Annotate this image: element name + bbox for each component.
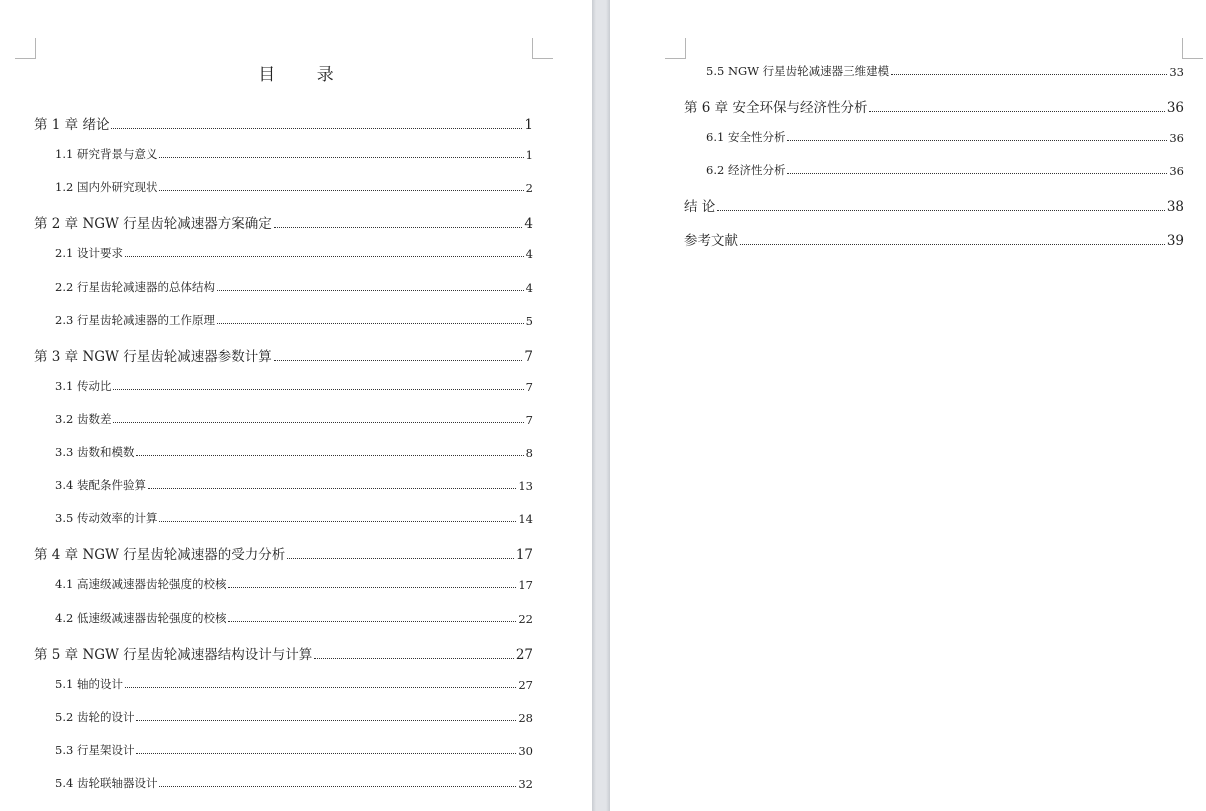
toc-entry[interactable] [34,643,533,663]
toc-entry-page-number: 38 [1166,199,1184,216]
toc-entry-label: 3.1 传动比 [55,378,112,393]
toc-leader-dots [136,753,516,754]
toc-entry[interactable] [55,444,533,460]
toc-entry[interactable] [55,477,533,493]
toc-leader-dots [136,720,516,721]
toc-entry-page-number: 4 [525,247,533,262]
toc-entry-page-number: 28 [518,710,533,725]
toc-entry-page-number: 22 [518,611,533,626]
toc-entry-label: 5.3 行星架设计 [55,742,135,757]
toc-entry-label: 2.2 行星齿轮减速器的总体结构 [55,279,215,294]
toc-entry-page-number: 1 [524,117,533,133]
toc-leader-dots [274,227,523,228]
toc-leader-dots [274,360,523,361]
toc-entry-page-number: 17 [518,578,533,593]
toc-entry-page-number: 8 [525,446,533,460]
toc-entry-label: 2.3 行星齿轮减速器的工作原理 [55,312,215,327]
toc-entry-label: 5.5 NGW 行星齿轮减速器三维建模 [706,64,890,78]
toc-entry-label: 1.2 国内外研究现状 [55,180,158,195]
toc-entry[interactable] [684,229,1184,249]
toc-entry[interactable] [55,742,533,758]
toc-entry[interactable] [55,510,533,526]
toc-entry-page-number: 4 [524,216,533,233]
toc-entry[interactable] [34,345,533,365]
toc-entry[interactable] [706,162,1184,178]
toc-entry-label: 5.1 轴的设计 [55,676,123,691]
toc-entry-page-number: 7 [525,379,533,394]
toc-leader-dots [125,687,516,688]
toc-entry[interactable] [55,676,533,692]
toc-leader-dots [136,455,523,456]
crop-mark-top-left [15,38,36,59]
toc-entry[interactable] [706,129,1184,145]
toc-leader-dots [159,521,516,522]
toc-entry-label: 第 4 章 NGW 行星齿轮减速器的受力分析 [34,547,286,564]
toc-entry-label: 结 论 [684,199,716,216]
toc-entry-page-number: 14 [518,512,533,527]
toc-entry-label: 第 3 章 NGW 行星齿轮减速器参数计算 [34,348,272,365]
toc-entry-label: 5.2 齿轮的设计 [55,709,135,724]
toc-leader-dots [113,389,523,390]
document-page-left [0,0,592,811]
toc-entry[interactable] [55,610,533,626]
toc-entry-label: 6.2 经济性分析 [706,163,786,178]
toc-entry-page-number: 17 [515,547,533,564]
toc-entry-page-number: 4 [525,280,533,295]
crop-mark-top-right [532,38,553,59]
toc-entry-label: 3.3 齿数和模数 [55,445,135,459]
toc-leader-dots [159,157,523,158]
toc-entry-label: 4.1 高速级减速器齿轮强度的校核 [55,577,227,592]
toc-leader-dots [111,128,522,129]
toc-entry-label: 第 1 章 绪论 [34,117,110,133]
toc-entry[interactable] [55,146,533,162]
toc-entry[interactable] [55,709,533,725]
toc-leader-dots [787,173,1167,174]
crop-mark-top-left [665,38,686,59]
toc-entry[interactable] [684,195,1184,215]
toc-entry-label: 第 5 章 NGW 行星齿轮减速器结构设计与计算 [34,646,313,663]
toc-leader-dots [787,140,1167,141]
toc-entry-label: 3.2 齿数差 [55,411,112,426]
toc-leader-dots [113,422,523,423]
toc-leader-dots [217,290,524,291]
toc-entry-label: 1.1 研究背景与意义 [55,147,158,162]
crop-mark-top-right [1182,38,1203,59]
toc-title: 目 录 [258,65,352,85]
toc-leader-dots [159,190,523,191]
toc-entry-label: 第 6 章 安全环保与经济性分析 [684,100,868,117]
toc-entry[interactable] [55,775,533,791]
toc-entry-page-number: 36 [1166,100,1184,117]
toc-entry-page-number: 13 [518,479,533,494]
toc-leader-dots [287,558,514,559]
toc-entry-label: 5.4 齿轮联轴器设计 [55,776,158,790]
toc-entry-page-number: 36 [1169,131,1184,146]
toc-entry[interactable] [55,312,533,328]
toc-leader-dots [148,488,516,489]
toc-entry-page-number: 27 [518,677,533,692]
toc-entry-page-number: 5 [525,313,533,328]
toc-entry-page-number: 1 [525,148,533,163]
toc-entry-page-number: 36 [1169,164,1184,179]
toc-leader-dots [314,658,514,659]
toc-entry-page-number: 2 [525,181,533,196]
toc-leader-dots [228,587,516,588]
toc-entry[interactable] [55,179,533,195]
toc-entry-label: 6.1 安全性分析 [706,130,786,145]
toc-entry[interactable] [55,576,533,592]
toc-entry-label: 3.5 传动效率的计算 [55,511,158,526]
toc-entry-page-number: 39 [1166,232,1184,249]
toc-entry-label: 2.1 设计要求 [55,246,123,261]
toc-leader-dots [740,244,1165,245]
toc-entry[interactable] [55,378,533,394]
toc-entry-page-number: 27 [515,646,533,663]
toc-entry-label: 第 2 章 NGW 行星齿轮减速器方案确定 [34,216,272,233]
toc-entry[interactable] [34,543,533,563]
page-gutter [592,0,610,811]
toc-leader-dots [869,111,1164,112]
toc-entry-page-number: 30 [518,743,533,758]
toc-entry-label: 4.2 低速级减速器齿轮强度的校核 [55,610,227,625]
toc-entry[interactable] [684,96,1184,116]
toc-entry-page-number: 32 [518,777,533,791]
toc-leader-dots [159,786,516,787]
toc-leader-dots [228,621,516,622]
toc-entry-label: 参考文献 [684,232,738,249]
toc-leader-dots [717,210,1165,211]
document-page-right [610,0,1206,811]
toc-leader-dots [217,323,524,324]
toc-entry[interactable] [34,113,533,133]
toc-entry[interactable] [55,411,533,427]
toc-entry-page-number: 33 [1169,65,1184,79]
toc-entry[interactable] [55,279,533,295]
toc-entry-page-number: 7 [524,348,533,365]
toc-leader-dots [891,74,1167,75]
toc-entry-label: 3.4 装配条件验算 [55,478,146,493]
toc-entry[interactable] [34,212,533,232]
toc-entry-page-number: 7 [525,412,533,427]
toc-entry[interactable] [706,63,1184,79]
toc-entry[interactable] [55,245,533,261]
toc-leader-dots [125,256,524,257]
